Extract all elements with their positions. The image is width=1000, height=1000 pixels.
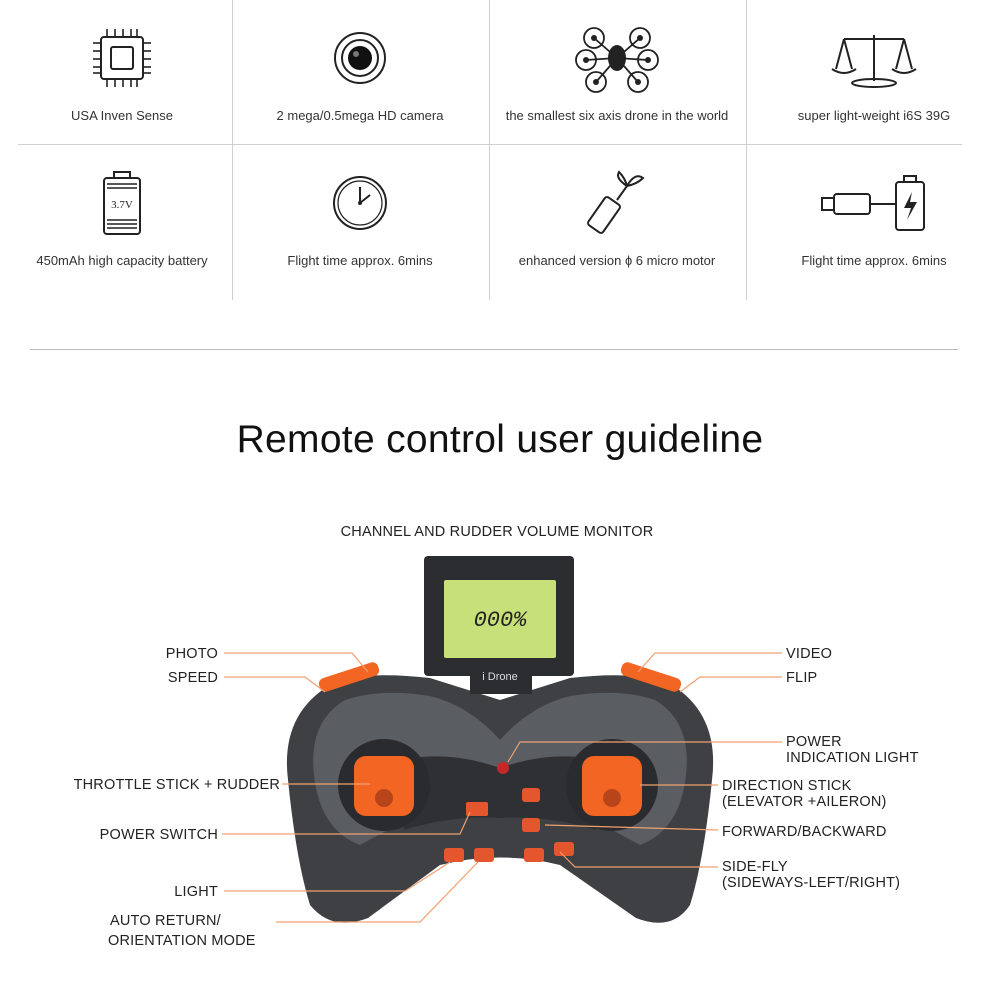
lcd-percent: 000% [473, 608, 527, 633]
callout-video: VIDEO [786, 646, 833, 662]
feature-cell [4, 145, 240, 290]
battery-icon [92, 168, 152, 238]
grid-divider [746, 0, 747, 300]
backward-button[interactable] [522, 818, 540, 832]
callout-auto-return: AUTO RETURN/ [110, 913, 221, 929]
brand-label: i Drone [482, 671, 518, 683]
feature-cell [756, 145, 992, 290]
controller-diagram [0, 500, 1000, 1000]
feature-label: super light-weight i6S 39G [797, 108, 951, 123]
callout-power: POWER [786, 734, 842, 750]
clock-icon [325, 168, 395, 238]
callout-throttle: THROTTLE STICK + RUDDER [73, 777, 280, 793]
drone-icon [572, 18, 662, 98]
side-fly-right-button[interactable] [554, 842, 574, 856]
callout-power-switch: POWER SWITCH [99, 827, 218, 843]
feature-label: Flight time approx. 6mins [287, 253, 433, 268]
chip-icon [87, 23, 157, 93]
page-title: Remote control user guideline [236, 418, 764, 461]
usb-charging-icon [814, 168, 934, 238]
callout-forward-backward: FORWARD/BACKWARD [722, 824, 887, 840]
forward-button[interactable] [522, 788, 540, 802]
battery-voltage: 3.7V [111, 199, 133, 211]
callout-direction-stick: DIRECTION STICK [722, 778, 852, 794]
feature-label: USA Inven Sense [71, 108, 173, 123]
throttle-stick[interactable] [338, 739, 430, 831]
callout-photo: PHOTO [165, 646, 218, 662]
callout-speed: SPEED [167, 670, 218, 686]
feature-cell [242, 145, 478, 290]
feature-label: 450mAh high capacity battery [36, 253, 208, 268]
motor-propeller-icon [577, 168, 657, 238]
callout-flip: FLIP [786, 670, 818, 686]
feature-cell [756, 0, 992, 145]
auto-return-button[interactable] [474, 848, 494, 862]
power-indicator-light [497, 762, 509, 774]
feature-label: enhanced version ɸ 6 micro motor [518, 253, 716, 268]
feature-label: the smallest six axis drone in the world [505, 108, 729, 123]
feature-grid [18, 0, 962, 300]
callout-light: LIGHT [174, 884, 218, 900]
feature-cell [242, 0, 478, 145]
grid-divider [489, 0, 490, 300]
callout-indication-light: INDICATION LIGHT [786, 750, 919, 766]
light-button[interactable] [444, 848, 464, 862]
callout-orientation-mode: ORIENTATION MODE [108, 933, 256, 949]
callout-elevator-aileron: (ELEVATOR +AILERON) [722, 794, 887, 810]
feature-cell [499, 145, 735, 290]
feature-cell [499, 0, 735, 145]
camera-lens-icon [325, 23, 395, 93]
callout-monitor: CHANNEL AND RUDDER VOLUME MONITOR [340, 524, 654, 540]
feature-label: 2 mega/0.5mega HD camera [276, 108, 444, 123]
side-fly-left-button[interactable] [524, 848, 544, 862]
feature-label: Flight time approx. 6mins [801, 253, 947, 268]
callout-side-fly: SIDE-FLY [722, 859, 788, 875]
lcd-monitor [424, 556, 574, 694]
callout-sideways: (SIDEWAYS-LEFT/RIGHT) [722, 875, 901, 891]
balance-scale-icon [824, 23, 924, 93]
section-divider [30, 349, 958, 350]
feature-cell [4, 0, 240, 145]
